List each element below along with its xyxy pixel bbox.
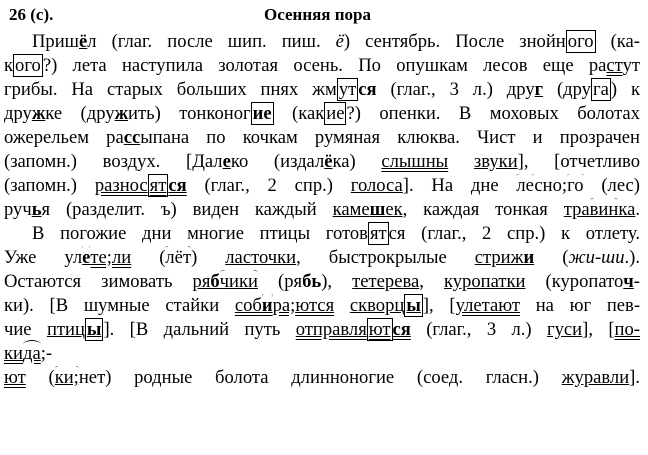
ending-box: ого — [567, 31, 594, 52]
text-fragment: ), — [321, 271, 353, 292]
subject-word: каме — [332, 199, 370, 220]
exercise-header — [0, 5, 648, 27]
text-fragment: (дру — [543, 79, 591, 100]
subject-word: скворц — [349, 295, 405, 316]
text-fragment: на юг пев- — [520, 295, 640, 316]
text-fragment: я (разделит. ъ) виден каждый — [41, 199, 333, 220]
subject-word: звуки — [473, 151, 518, 172]
text-fragment: ]. На дне — [402, 175, 517, 196]
marked-letters: ст — [606, 55, 623, 76]
rule-note: жи-ши — [568, 247, 625, 268]
subject-word: журавли — [561, 367, 630, 388]
marked-letter: б — [210, 271, 220, 292]
text-line-1 — [4, 30, 640, 54]
text-line-9 — [4, 222, 640, 246]
text-fragment: ], [ — [422, 295, 456, 316]
text-fragment: (куропато — [525, 271, 624, 292]
ending-box: га — [592, 79, 609, 100]
text-fragment: Уже ул — [4, 247, 83, 268]
italic-letter: ё — [335, 31, 344, 52]
text-fragment: (глаг., 3 л.) — [410, 319, 547, 340]
predicate-word: соб — [234, 295, 262, 316]
text-fragment: ) сентябрь. После знойн — [343, 31, 566, 52]
text-fragment: , быстрокрылые — [296, 247, 475, 268]
text-fragment: грибы. На старых больших пнях жм — [4, 79, 337, 100]
predicate-word: ют — [4, 367, 26, 388]
text-fragment: . — [635, 199, 640, 220]
ending-box: ого — [15, 55, 41, 76]
text-fragment: ( — [25, 367, 55, 388]
marked-letter: ё — [79, 31, 88, 52]
text-fragment: ить) тонконог — [128, 103, 251, 124]
text-fragment: , — [419, 271, 444, 292]
text-fragment: ) к — [610, 79, 640, 100]
text-fragment: (ка- — [595, 31, 640, 52]
text-fragment: (глаг., 3 л.) дру — [376, 79, 535, 100]
text-fragment: ко (издал — [230, 151, 325, 172]
text-fragment: В погожие дни многие птицы готов — [32, 223, 368, 244]
marked-letter: ь — [31, 199, 42, 220]
marked-letter: ж — [31, 103, 46, 124]
ending-box: ы — [86, 319, 102, 340]
predicate-word: ки — [4, 343, 23, 364]
text-line-8 — [4, 198, 640, 222]
bold-letters: бь — [302, 271, 322, 292]
subject-word: ласточки — [225, 247, 297, 268]
text-fragment: сно; — [534, 175, 568, 196]
text-fragment: (запомн.) воздух. [Дал — [4, 151, 223, 172]
text-fragment: (лес) — [583, 175, 640, 196]
text-fragment: чие — [4, 319, 47, 340]
ending-box: ие — [252, 103, 272, 124]
text-line-6 — [4, 150, 640, 174]
text-line-10 — [4, 246, 640, 270]
text-fragment: ( — [131, 247, 166, 268]
text-fragment: ]. — [629, 367, 640, 388]
text-line-14 — [4, 342, 640, 366]
subject-word: ка — [618, 199, 636, 220]
text-fragment: л (глаг. после шип. пиш. — [87, 31, 336, 52]
text-fragment: , каждая тонкая — [402, 199, 564, 220]
suffix-arc: вин — [589, 199, 619, 220]
text-fragment: (запомн.) — [4, 175, 95, 196]
text-fragment: ], [отчетливо — [517, 151, 640, 172]
root-arc: да — [22, 343, 41, 364]
text-line-3 — [4, 78, 640, 102]
subject-word: тетерева — [352, 271, 420, 292]
predicate-word: по- — [614, 319, 640, 340]
text-line-5 — [4, 126, 640, 150]
text-fragment: дру — [4, 103, 32, 124]
root-arc: ле — [516, 175, 535, 196]
marked-letters: сс — [123, 127, 141, 148]
marked-letter: и — [261, 295, 273, 316]
text-fragment: (ря — [257, 271, 303, 292]
text-fragment: ?) лета наступила золотая осень. По опушкам лесов еще ра — [42, 55, 607, 76]
marked-letter: ж — [114, 103, 129, 124]
predicate-word: улетают — [455, 295, 520, 316]
marked-letter: ч — [623, 271, 634, 292]
text-fragment: ) — [191, 247, 226, 268]
marked-letter: е — [222, 151, 231, 172]
marked-letter: ё — [324, 151, 333, 172]
text-fragment: ся (глаг., 2 спр.) к отлету. — [388, 223, 640, 244]
subject-word: тра — [563, 199, 590, 220]
text-fragment: ыпана по кочкам румяная клюква. Чист и прозрачен — [140, 127, 640, 148]
text-fragment: ?) опенки. В моховых болотах — [346, 103, 640, 124]
subject-word: ек — [385, 199, 403, 220]
subject-word: стриж — [474, 247, 524, 268]
text-fragment: ки). [В шумные стайки — [4, 295, 235, 316]
text-fragment — [334, 295, 350, 316]
text-fragment: нет) родные болота длинноногие (соед. гласн.) — [78, 367, 562, 388]
ending-box: ят — [369, 223, 387, 244]
text-fragment: руч — [4, 199, 32, 220]
suffix-arc: чики — [219, 271, 258, 292]
text-fragment: ], [ — [582, 319, 615, 340]
text-fragment: ;- — [40, 343, 53, 364]
text-fragment: Остаются зимовать — [4, 271, 193, 292]
predicate-word: ли — [111, 247, 132, 268]
text-fragment: - — [633, 271, 640, 292]
text-fragment: ( — [534, 247, 569, 268]
text-line-4 — [4, 102, 640, 126]
root-arc: го — [567, 175, 584, 196]
bold-suffix: ся — [392, 319, 411, 340]
text-fragment: ут — [622, 55, 640, 76]
predicate-word: отправля — [295, 319, 367, 340]
root-arc: ки; — [54, 367, 79, 388]
ending-box: ие — [326, 103, 345, 124]
exercise-number: 26 (с). — [9, 5, 54, 24]
predicate-word: ра; — [272, 295, 296, 316]
ending-box: ют — [368, 319, 391, 340]
text-fragment: (как — [273, 103, 325, 124]
text-fragment: к — [4, 55, 14, 76]
predicate-word: разнос — [94, 175, 148, 196]
text-fragment: Приш — [32, 31, 79, 52]
subject-word: куропатки — [443, 271, 526, 292]
subject-word: гуси — [547, 319, 583, 340]
ending-box: ут — [338, 79, 357, 100]
subject-word: голоса — [350, 175, 403, 196]
subject-word: птиц — [46, 319, 85, 340]
text-fragment: ожерельем ра — [4, 127, 124, 148]
ending-box: ы — [406, 295, 421, 316]
text-line-12 — [4, 294, 640, 318]
subject-word: ря — [192, 271, 211, 292]
predicate-word: ются — [295, 295, 335, 316]
text-fragment — [448, 151, 474, 172]
marked-letter: ш — [369, 199, 386, 220]
bold-suffix: ся — [168, 175, 187, 196]
text-line-13 — [4, 318, 640, 342]
text-line-11 — [4, 270, 640, 294]
text-fragment: ке (дру — [45, 103, 115, 124]
text-line-7 — [4, 174, 640, 198]
text-fragment: ка) — [332, 151, 382, 172]
predicate-word: те; — [90, 247, 112, 268]
root-arc: лёт — [165, 247, 192, 268]
text-line-15 — [4, 366, 640, 390]
marked-letter: и — [523, 247, 535, 268]
bold-suffix: ся — [358, 79, 377, 100]
exercise-title: Осенняя пора — [264, 5, 372, 24]
text-fragment: ]. [В дальний путь — [103, 319, 296, 340]
marked-letter: г — [534, 79, 544, 100]
marked-letter: е — [82, 247, 91, 268]
text-line-2 — [4, 54, 640, 78]
ending-box: ят — [149, 175, 167, 196]
predicate-word: слышны — [381, 151, 449, 172]
text-fragment: (глаг., 2 спр.) — [186, 175, 351, 196]
text-fragment: .). — [624, 247, 640, 268]
